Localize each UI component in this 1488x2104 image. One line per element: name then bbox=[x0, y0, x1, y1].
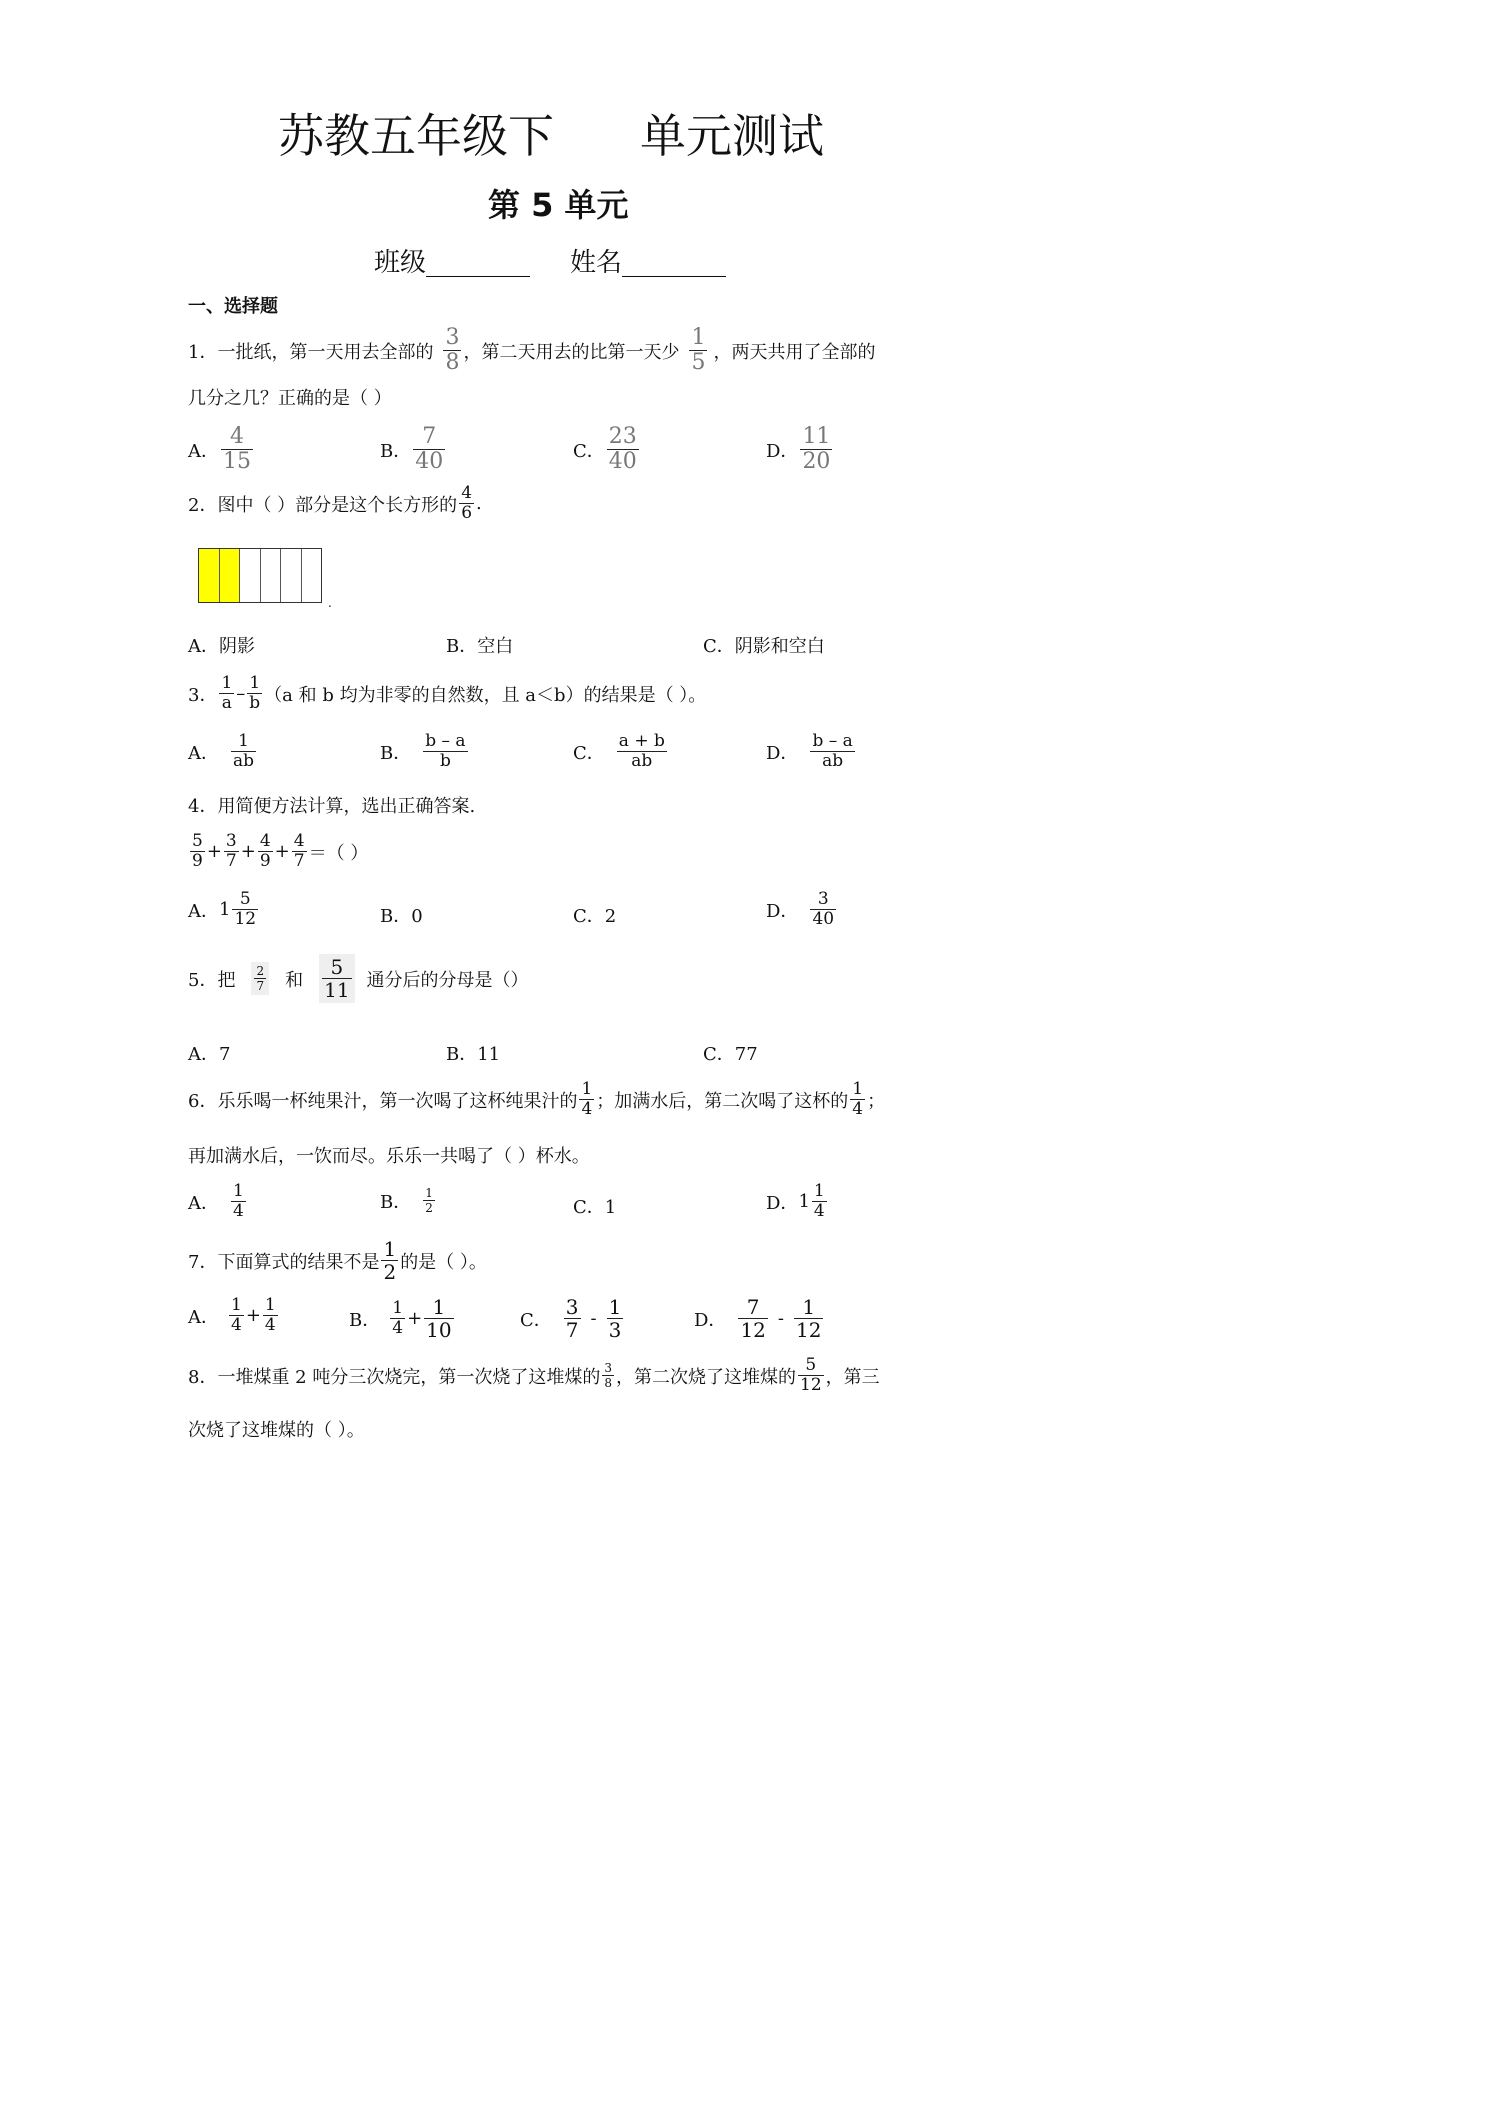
option-c[interactable]: C．2 bbox=[573, 906, 617, 927]
question-number: 7． bbox=[188, 1251, 218, 1273]
unit-subtitle: 第 5 单元 bbox=[488, 186, 629, 224]
question-text: 把 bbox=[217, 969, 236, 991]
fraction: $\frac{1}{3}$ bbox=[608, 1295, 622, 1342]
page-title-left: 苏教五年级下 bbox=[278, 109, 554, 163]
fraction: $\frac{b - a}{ab}$ bbox=[812, 731, 853, 771]
question-text: 用简便方法计算，选出正确答案. bbox=[217, 796, 476, 817]
fraction: $\frac{1}{4}$ bbox=[231, 1295, 242, 1335]
option-c[interactable]: C．1 bbox=[573, 1197, 617, 1218]
question-text: 的是（ ）。 bbox=[400, 1251, 487, 1273]
option-d[interactable]: D． $\frac{b - a}{ab}$ bbox=[766, 731, 853, 771]
option-c[interactable]: C． $\frac{a + b}{ab}$ bbox=[573, 731, 665, 771]
fraction: $\frac{1}{b}$ bbox=[249, 673, 261, 713]
blank-cell bbox=[240, 549, 261, 602]
option-b[interactable]: B．0 bbox=[380, 906, 423, 927]
fraction: $\frac{3}{8}$ bbox=[604, 1361, 612, 1390]
question-text: ； bbox=[867, 1090, 886, 1112]
question-text: 一堆煤重 2 吨分三次烧完，第一次烧了这堆煤的 bbox=[217, 1366, 601, 1388]
question-8-line2: 次烧了这堆煤的（ ）。 bbox=[188, 1420, 365, 1441]
question-number: 6． bbox=[188, 1090, 218, 1112]
fraction: $\frac{1}{2}$ bbox=[383, 1237, 397, 1284]
fraction: $\frac{1}{2}$ bbox=[425, 1186, 433, 1215]
shaded-cell bbox=[199, 549, 220, 602]
option-a[interactable]: A． 1 $\frac{5}{12}$ bbox=[188, 889, 257, 929]
fraction: $\frac{4}{15}$ bbox=[223, 424, 251, 474]
question-text: 和 bbox=[285, 969, 304, 991]
question-4-expression bbox=[188, 832, 368, 871]
question-text: （a 和 b 均为非零的自然数，且 a＜b）的结果是（ ）。 bbox=[264, 684, 707, 706]
question-4 bbox=[188, 792, 475, 818]
rectangle-diagram bbox=[198, 548, 322, 603]
question-number: 8． bbox=[188, 1366, 218, 1388]
option-a[interactable]: A． $\frac{1}{4}$ + $\frac{1}{4}$ bbox=[188, 1295, 276, 1335]
fraction: $\frac{4}{9}$ bbox=[259, 831, 271, 871]
fraction: $\frac{1}{4}$ bbox=[581, 1079, 593, 1119]
option-a[interactable]: A．阴影 bbox=[188, 636, 255, 657]
option-a[interactable]: A． $\frac{1}{4}$ bbox=[188, 1181, 244, 1221]
fraction: $\frac{b - a}{b}$ bbox=[425, 731, 466, 771]
fraction: $\frac{1}{a}$ bbox=[221, 673, 233, 713]
fraction: $\frac{1}{ab}$ bbox=[233, 731, 255, 771]
question-number: 1． bbox=[188, 341, 218, 363]
question-2 bbox=[188, 484, 482, 523]
option-d[interactable]: D． $\frac{3}{40}$ bbox=[766, 889, 835, 929]
question-number: 3． bbox=[188, 684, 218, 706]
question-text: ，第二天用去的比第一天少 bbox=[463, 341, 680, 363]
question-6-line2: 再加满水后，一饮而尽。乐乐一共喝了（ ）杯水。 bbox=[188, 1146, 590, 1167]
blank-cell bbox=[302, 549, 322, 602]
question-5 bbox=[188, 954, 529, 1003]
minus-sign: – bbox=[236, 683, 246, 704]
option-a[interactable]: A． $\frac{4}{15}$ bbox=[188, 424, 251, 474]
option-b[interactable]: B． $\frac{b - a}{b}$ bbox=[380, 731, 466, 771]
question-3 bbox=[188, 674, 706, 713]
question-8 bbox=[188, 1356, 880, 1395]
question-text: . bbox=[476, 493, 482, 514]
question-number: 2． bbox=[188, 494, 218, 516]
fraction: $\frac{5}{12}$ bbox=[234, 889, 257, 929]
diagram-dot: . bbox=[328, 596, 332, 610]
fraction: $\frac{7}{40}$ bbox=[415, 424, 444, 474]
fraction: $\frac{a + b}{ab}$ bbox=[618, 731, 665, 771]
option-c[interactable]: C． $\frac{23}{40}$ bbox=[573, 424, 637, 474]
option-a[interactable]: A． $\frac{1}{ab}$ bbox=[188, 731, 255, 771]
question-text: ，两天共用了全部的 bbox=[713, 341, 876, 363]
question-1-line2: 几分之几？正确的是（ ） bbox=[188, 388, 392, 409]
fraction: $\frac{1}{4}$ bbox=[233, 1181, 244, 1221]
option-a[interactable]: A．7 bbox=[188, 1044, 231, 1065]
option-b[interactable]: B．空白 bbox=[446, 636, 514, 657]
section-title: 一、选择题 bbox=[188, 296, 278, 317]
option-c[interactable]: C． $\frac{3}{7}$ - $\frac{1}{3}$ bbox=[520, 1295, 622, 1342]
shaded-cell bbox=[220, 549, 241, 602]
question-text: ，第二次烧了这堆煤的 bbox=[616, 1366, 796, 1388]
question-1 bbox=[188, 326, 875, 375]
question-text: 通分后的分母是（） bbox=[366, 969, 529, 991]
fraction: $\frac{3}{7}$ bbox=[225, 831, 237, 871]
question-text: 乐乐喝一杯纯果汁，第一次喝了这杯纯果汁的 bbox=[217, 1090, 578, 1112]
option-c[interactable]: C．77 bbox=[703, 1044, 758, 1065]
option-c[interactable]: C．阴影和空白 bbox=[703, 636, 825, 657]
plus-sign: + bbox=[206, 841, 222, 862]
name-field: 姓名________ bbox=[570, 248, 727, 278]
fraction: $\frac{1}{12}$ bbox=[795, 1295, 822, 1342]
blank-cell bbox=[261, 549, 282, 602]
option-d[interactable]: D． 1 $\frac{1}{4}$ bbox=[766, 1181, 825, 1221]
fraction: $\frac{23}{40}$ bbox=[608, 424, 637, 474]
option-b[interactable]: B． $\frac{1}{2}$ bbox=[380, 1186, 433, 1215]
fraction: $\frac{1}{4}$ bbox=[264, 1295, 276, 1335]
fraction: $\frac{11}{20}$ bbox=[802, 424, 831, 474]
option-d[interactable]: D． $\frac{11}{20}$ bbox=[766, 424, 831, 474]
fraction: $\frac{7}{12}$ bbox=[740, 1295, 766, 1342]
question-number: 5． bbox=[188, 969, 218, 991]
fraction: $\frac{5}{11}$ bbox=[319, 954, 354, 1003]
question-number: 4． bbox=[188, 796, 218, 817]
question-6 bbox=[188, 1080, 885, 1119]
fraction: $\frac{3}{7}$ bbox=[565, 1295, 579, 1342]
plus-sign: + bbox=[240, 841, 256, 862]
fraction: $\frac{5}{12}$ bbox=[800, 1355, 822, 1395]
question-text: 一批纸，第一天用去全部的 bbox=[217, 341, 434, 363]
equals-text: ＝（ ） bbox=[308, 842, 369, 864]
option-d[interactable]: D． $\frac{7}{12}$ - $\frac{1}{12}$ bbox=[694, 1295, 822, 1342]
fraction: $\frac{1}{4}$ bbox=[852, 1079, 864, 1119]
question-7 bbox=[188, 1238, 487, 1283]
fraction: $\frac{3}{8}$ bbox=[445, 325, 460, 375]
plus-sign: + bbox=[274, 841, 290, 862]
fraction: $\frac{4}{6}$ bbox=[461, 483, 473, 523]
option-b[interactable]: B． $\frac{7}{40}$ bbox=[380, 424, 444, 474]
option-b[interactable]: B．11 bbox=[446, 1044, 501, 1065]
question-text: ，第三 bbox=[825, 1366, 880, 1388]
option-b[interactable]: B． $\frac{1}{4}$ + $\frac{1}{10}$ bbox=[349, 1295, 452, 1342]
question-text: 图中（ ）部分是这个长方形的 bbox=[217, 494, 458, 516]
blank-cell bbox=[281, 549, 302, 602]
page-title-right: 单元测试 bbox=[640, 109, 824, 163]
fraction: $\frac{5}{9}$ bbox=[192, 831, 203, 871]
fraction: $\frac{1}{5}$ bbox=[691, 325, 706, 375]
fraction: $\frac{1}{4}$ bbox=[392, 1298, 404, 1338]
fraction: $\frac{4}{7}$ bbox=[293, 831, 305, 871]
fraction: $\frac{1}{4}$ bbox=[813, 1181, 825, 1221]
class-field: 班级________ bbox=[374, 248, 531, 278]
fraction: $\frac{2}{7}$ bbox=[251, 962, 269, 995]
fraction: $\frac{1}{10}$ bbox=[426, 1295, 452, 1342]
question-text: 下面算式的结果不是 bbox=[217, 1251, 380, 1273]
question-text: ；加满水后，第二次喝了这杯的 bbox=[596, 1090, 849, 1112]
fraction: $\frac{3}{40}$ bbox=[812, 889, 835, 929]
